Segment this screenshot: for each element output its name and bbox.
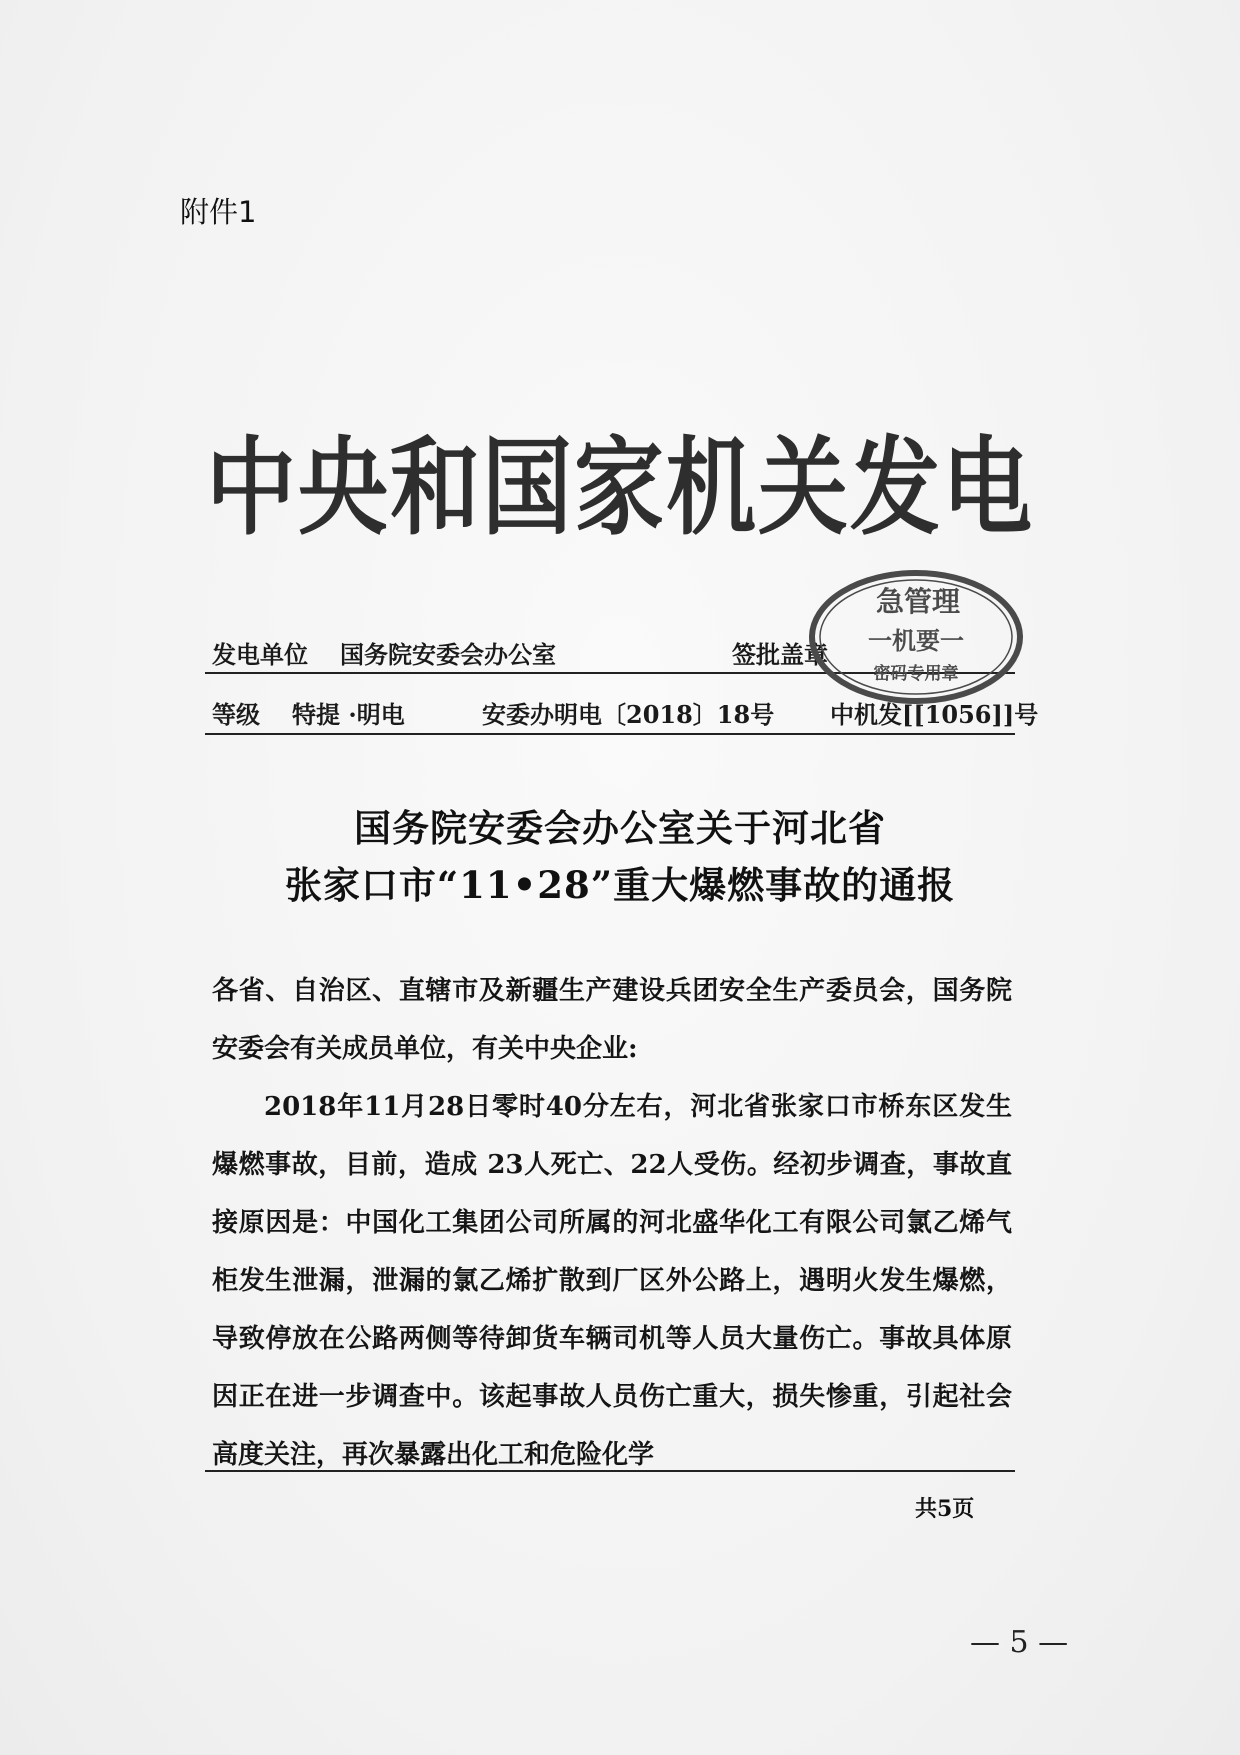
paragraph-1: 2018年11月28日零时40分左右，河北省张家口市桥东区发生爆燃事故，目前，造成 23人死亡、22人受伤。经初步调查，事故直接原因是：中国化工集团公司所属的河北盛华化工有限公司氯乙烯气柜发生泄漏，泄漏的氯乙烯扩散到厂区外公路上，遇明火发生爆燃，导致停放在公路两侧等待卸货车辆司机等人员大量伤亡。事故具体原因正在进一步调查中。该起事故人员伤亡重大，损失惨重，引起社会高度关注，再次暴露出化工和危险化学 — [212, 1092, 1012, 1470]
sender-value: 国务院安委会办公室 — [340, 640, 556, 669]
seal-text-top: 急管理 — [875, 585, 961, 618]
sender-label: 发电单位 — [212, 640, 308, 669]
official-seal — [806, 567, 1026, 707]
level-value: 特提 ·明电 — [292, 700, 405, 729]
attachment-label: 附件1 — [180, 195, 257, 229]
level-label: 等级 — [212, 700, 260, 729]
page-number: — 5 — — [970, 1625, 1069, 1660]
sign-label: 签批盖章 — [732, 640, 828, 669]
addressees: 各省、自治区、直辖市及新疆生产建设兵团安全生产委员会，国务院安委会有关成员单位，有关中央企业: — [212, 976, 1012, 1064]
notice-body — [212, 962, 1012, 1484]
notice-title-line2: 张家口市“11•28”重大爆燃事故的通报 — [284, 863, 956, 907]
header-divider-bottom — [205, 733, 1015, 735]
seal-text-bottom: 密码专用章 — [873, 664, 959, 684]
masthead-title: 中央和国家机关发电 — [206, 426, 1034, 551]
pages-total: 共5页 — [915, 1496, 975, 1522]
footer-divider — [205, 1470, 1015, 1472]
notice-title-line1: 国务院安委会办公室关于河北省 — [354, 806, 886, 850]
central-number: 中机发[[1056]]号 — [830, 700, 1039, 729]
seal-text-mid: 一机要一 — [868, 627, 964, 655]
document-number: 安委办明电〔2018〕18号 — [482, 700, 775, 729]
